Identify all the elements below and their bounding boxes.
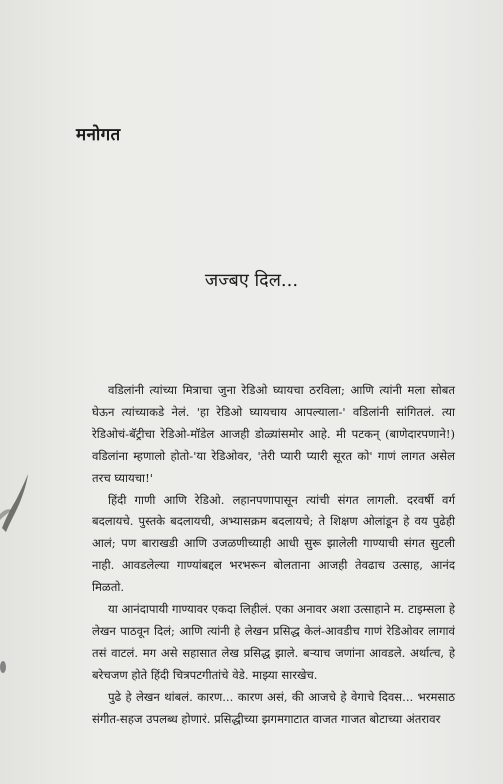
paragraph: या आनंदापायी गाण्यावर एकदा लिहीलं. एका अनावर अशा उत्साहाने म. टाइम्सला हे लेखन पाठवून दिलं; आणि त्यांनी हे लेखन प्रसिद्ध केलं-आवडीच गाणं रेडिओवर लागावं तसं वाटलं. मग असे सहासात लेख प्रसिद्ध झाले. बऱ्याच जणांना आवडले. अर्थात्च, हे बरेचजण होते हिंदी चित्रपटगीतांचे वेडे. माझ्या सारखेच. [92, 602, 455, 682]
page-edge-smudge [0, 470, 30, 540]
section-heading: मनोगत [76, 125, 121, 145]
chapter-title: जज्बए दिल... [204, 270, 299, 291]
page-edge-spot [0, 660, 10, 674]
paragraph: हिंदी गाणी आणि रेडिओ. लहानपणापासून त्यांची संगत लागली. दरवर्षी वर्ग बदलायचे. पुस्तके बदलायची, अभ्यासक्रम बदलायचे; ते शिक्षण ओलांडून हे वय पुढेही आलं; पण बाराखडी आणि उजळणीच्याही आधी सुरू झालेली गाण्याची संगत सुटली नाही. आवडलेल्या गाण्यांबद्दल भरभरून बोलताना आजही तेवढाच उत्साह, आनंद मिळतो. [92, 492, 455, 595]
paragraph: पुढे हे लेखन थांबलं. कारण... कारण असं, की आजचे हे वेगाचे दिवस... भरमसाठ संगीत-सहज उपलब्ध होणारं. प्रसिद्धीच्या झगमगाटात वाजत गाजत बोटाच्या अंतरावर [92, 689, 455, 726]
body-text [92, 380, 455, 731]
paragraph: वडिलांनी त्यांच्या मित्राचा जुना रेडिओ घ्यायचा ठरविला; आणि त्यांनी मला सोबत घेऊन त्यांच्याकडे नेलं. 'हा रेडिओ घ्यायचाय आपल्याला-' वडिलांनी सांगितलं. त्या रेडिओचं-बॅट्रीचा रेडिओ-मॉडेल आजही डोळ्यांसमोर आहे. मी पटकन् (बाणेदारपणाने!) वडिलांना म्हणालो होतो-'या रेडिओवर, 'तेरी प्यारी प्यारी सूरत को' गाणं लागत असेल तरच घ्यायचा!' [92, 383, 455, 485]
